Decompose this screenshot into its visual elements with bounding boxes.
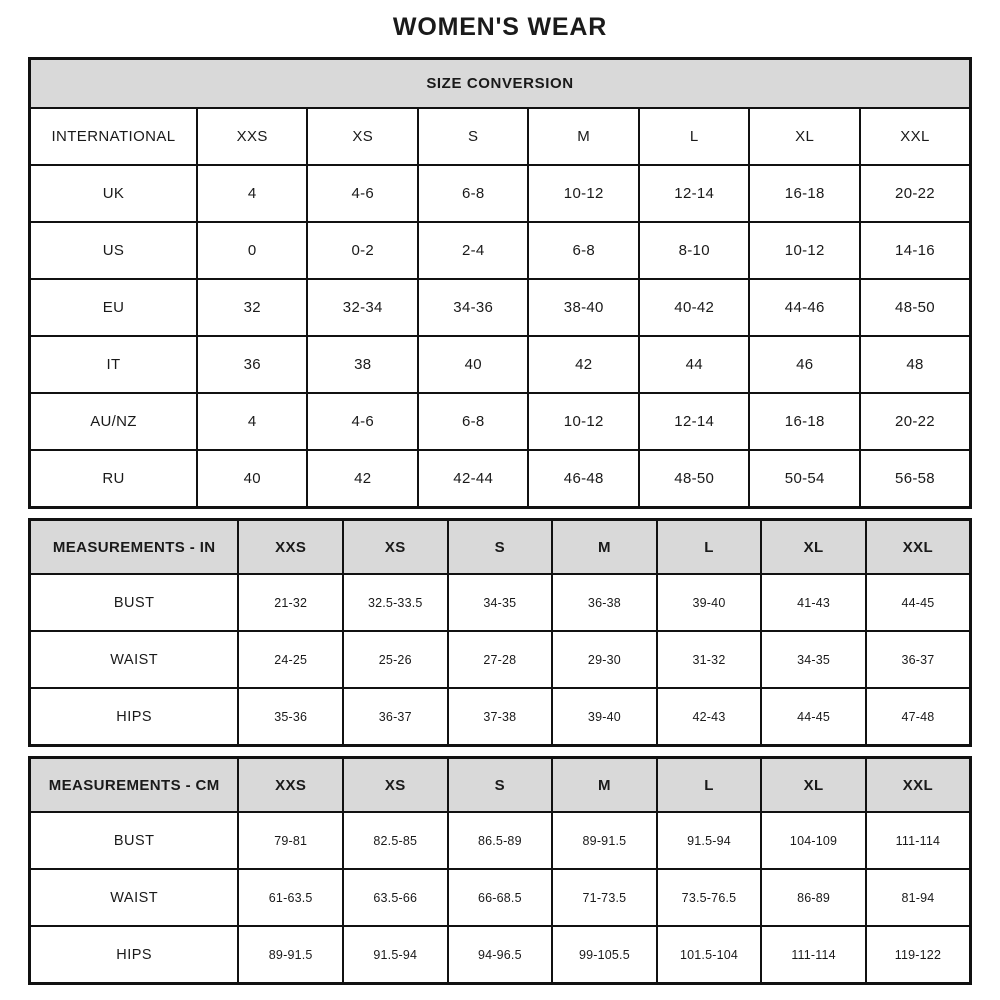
- table-cell: 46: [749, 336, 860, 393]
- table-cell: 31-32: [657, 631, 762, 688]
- row-label: BUST: [30, 812, 239, 869]
- table-cell: 36-37: [866, 631, 971, 688]
- table-cell: 36-38: [552, 574, 657, 631]
- table-row: [30, 574, 971, 631]
- row-label: IT: [30, 336, 197, 393]
- table-row: [30, 869, 971, 926]
- table-cell: 35-36: [238, 688, 343, 746]
- table-row: [30, 688, 971, 746]
- table-cell: 36: [197, 336, 308, 393]
- column-header-s: S: [448, 758, 553, 813]
- table-cell: 46-48: [528, 450, 639, 508]
- table-cell: 10-12: [528, 393, 639, 450]
- table-row: [30, 631, 971, 688]
- column-header-xxl: XXL: [866, 520, 971, 575]
- row-label: UK: [30, 165, 197, 222]
- row-label: HIPS: [30, 688, 239, 746]
- table-row: [30, 279, 971, 336]
- table-cell: 12-14: [639, 393, 750, 450]
- table-cell: 20-22: [860, 165, 971, 222]
- table-cell: 48: [860, 336, 971, 393]
- table-cell: 38-40: [528, 279, 639, 336]
- table-cell: 8-10: [639, 222, 750, 279]
- column-header-xl: XL: [761, 520, 866, 575]
- table-cell: 47-48: [866, 688, 971, 746]
- row-label: BUST: [30, 574, 239, 631]
- table-cell: 94-96.5: [448, 926, 553, 984]
- table-row: [30, 926, 971, 984]
- table-cell: 101.5-104: [657, 926, 762, 984]
- table-cell: 89-91.5: [552, 812, 657, 869]
- table-cell: 34-35: [448, 574, 553, 631]
- size-conversion-label-header: INTERNATIONAL: [30, 108, 197, 165]
- column-header-xs: XS: [307, 108, 418, 165]
- table-cell: 42-43: [657, 688, 762, 746]
- table-cell: 16-18: [749, 165, 860, 222]
- column-header-s: S: [418, 108, 529, 165]
- table-cell: 27-28: [448, 631, 553, 688]
- column-header-xxl: XXL: [866, 758, 971, 813]
- table-cell: 71-73.5: [552, 869, 657, 926]
- table-cell: 32-34: [307, 279, 418, 336]
- table-cell: 36-37: [343, 688, 448, 746]
- column-header-l: L: [657, 758, 762, 813]
- column-header-xl: XL: [761, 758, 866, 813]
- table-cell: 24-25: [238, 631, 343, 688]
- row-label: WAIST: [30, 631, 239, 688]
- table-cell: 10-12: [749, 222, 860, 279]
- table-cell: 0-2: [307, 222, 418, 279]
- size-conversion-title-row: [30, 59, 971, 109]
- table-cell: 44: [639, 336, 750, 393]
- table-row: [30, 393, 971, 450]
- table-cell: 61-63.5: [238, 869, 343, 926]
- column-header-m: M: [528, 108, 639, 165]
- table-cell: 12-14: [639, 165, 750, 222]
- table-row: [30, 450, 971, 508]
- table-cell: 32: [197, 279, 308, 336]
- table-cell: 41-43: [761, 574, 866, 631]
- page-title: WOMEN'S WEAR: [392, 13, 608, 41]
- table-cell: 10-12: [528, 165, 639, 222]
- column-header-l: L: [639, 108, 750, 165]
- table-cell: 4-6: [307, 393, 418, 450]
- column-header-m: M: [552, 758, 657, 813]
- table-cell: 25-26: [343, 631, 448, 688]
- table-cell: 81-94: [866, 869, 971, 926]
- table-cell: 119-122: [866, 926, 971, 984]
- size-conversion-header-row: [30, 108, 971, 165]
- table-row: [30, 165, 971, 222]
- row-label: WAIST: [30, 869, 239, 926]
- table-cell: 6-8: [418, 393, 529, 450]
- row-label: AU/NZ: [30, 393, 197, 450]
- table-cell: 66-68.5: [448, 869, 553, 926]
- table-cell: 4: [197, 165, 308, 222]
- table-cell: 104-109: [761, 812, 866, 869]
- table-cell: 89-91.5: [238, 926, 343, 984]
- table-cell: 39-40: [552, 688, 657, 746]
- table-cell: 91.5-94: [657, 812, 762, 869]
- table-cell: 44-45: [761, 688, 866, 746]
- measurements-cm-table: [28, 756, 972, 985]
- table-cell: 111-114: [866, 812, 971, 869]
- table-cell: 91.5-94: [343, 926, 448, 984]
- table-cell: 44-46: [749, 279, 860, 336]
- table-cell: 2-4: [418, 222, 529, 279]
- table-cell: 14-16: [860, 222, 971, 279]
- table-cell: 42: [528, 336, 639, 393]
- table-cell: 40: [197, 450, 308, 508]
- table-cell: 21-32: [238, 574, 343, 631]
- column-header-s: S: [448, 520, 553, 575]
- table-cell: 44-45: [866, 574, 971, 631]
- table-row: [30, 222, 971, 279]
- table-cell: 4: [197, 393, 308, 450]
- table-cell: 48-50: [860, 279, 971, 336]
- table-cell: 56-58: [860, 450, 971, 508]
- table-cell: 86.5-89: [448, 812, 553, 869]
- table-cell: 42: [307, 450, 418, 508]
- size-conversion-title: SIZE CONVERSION: [30, 59, 971, 109]
- table-cell: 50-54: [749, 450, 860, 508]
- table-cell: 29-30: [552, 631, 657, 688]
- table-cell: 37-38: [448, 688, 553, 746]
- table-cell: 82.5-85: [343, 812, 448, 869]
- table-cell: 34-36: [418, 279, 529, 336]
- column-header-xxs: XXS: [238, 758, 343, 813]
- table-cell: 48-50: [639, 450, 750, 508]
- row-label: EU: [30, 279, 197, 336]
- column-header-xl: XL: [749, 108, 860, 165]
- table-cell: 6-8: [528, 222, 639, 279]
- column-header-xs: XS: [343, 758, 448, 813]
- table-row: [30, 812, 971, 869]
- size-conversion-table: [28, 57, 972, 509]
- table-cell: 6-8: [418, 165, 529, 222]
- table-row: [30, 336, 971, 393]
- measurements-in-table: [28, 518, 972, 747]
- column-header-l: L: [657, 520, 762, 575]
- table-cell: 63.5-66: [343, 869, 448, 926]
- column-header-xxl: XXL: [860, 108, 971, 165]
- table-cell: 40: [418, 336, 529, 393]
- row-label: US: [30, 222, 197, 279]
- row-label: RU: [30, 450, 197, 508]
- column-header-xxs: XXS: [238, 520, 343, 575]
- table-cell: 86-89: [761, 869, 866, 926]
- table-cell: 111-114: [761, 926, 866, 984]
- row-label: HIPS: [30, 926, 239, 984]
- table-cell: 34-35: [761, 631, 866, 688]
- table-cell: 39-40: [657, 574, 762, 631]
- column-header-m: M: [552, 520, 657, 575]
- table-cell: 73.5-76.5: [657, 869, 762, 926]
- table-cell: 4-6: [307, 165, 418, 222]
- table-cell: 0: [197, 222, 308, 279]
- column-header-xs: XS: [343, 520, 448, 575]
- table-cell: 16-18: [749, 393, 860, 450]
- table-cell: 40-42: [639, 279, 750, 336]
- measurements-cm-label-header: MEASUREMENTS - CM: [30, 758, 239, 813]
- table-cell: 99-105.5: [552, 926, 657, 984]
- measurements-in-header-row: [30, 520, 971, 575]
- table-cell: 42-44: [418, 450, 529, 508]
- column-header-xxs: XXS: [197, 108, 308, 165]
- table-cell: 20-22: [860, 393, 971, 450]
- table-cell: 79-81: [238, 812, 343, 869]
- table-cell: 32.5-33.5: [343, 574, 448, 631]
- measurements-in-label-header: MEASUREMENTS - IN: [30, 520, 239, 575]
- table-cell: 38: [307, 336, 418, 393]
- measurements-cm-header-row: [30, 758, 971, 813]
